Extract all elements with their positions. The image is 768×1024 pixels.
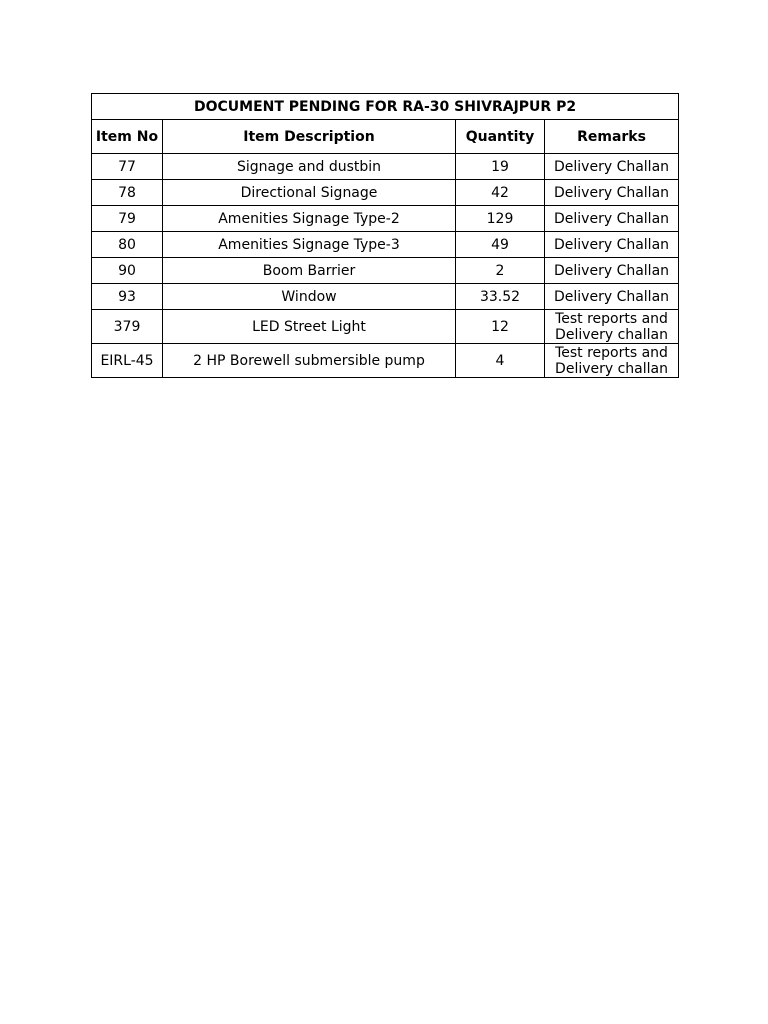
cell-item-no: EIRL-45	[92, 344, 163, 378]
cell-item-no: 379	[92, 310, 163, 344]
header-remarks: Remarks	[545, 120, 679, 154]
cell-item-no: 77	[92, 154, 163, 180]
cell-description: Signage and dustbin	[163, 154, 456, 180]
table-title: DOCUMENT PENDING FOR RA-30 SHIVRAJPUR P2	[92, 94, 679, 120]
cell-remarks: Delivery Challan	[545, 232, 679, 258]
table-row	[92, 206, 679, 232]
cell-remarks: Delivery Challan	[545, 180, 679, 206]
cell-quantity: 19	[456, 154, 545, 180]
cell-remarks: Delivery Challan	[545, 154, 679, 180]
table-row	[92, 180, 679, 206]
cell-item-no: 93	[92, 284, 163, 310]
table-row	[92, 232, 679, 258]
cell-quantity: 12	[456, 310, 545, 344]
cell-remarks: Test reports and Delivery challan	[545, 310, 679, 344]
document-pending-table	[91, 93, 679, 378]
header-item-description: Item Description	[163, 120, 456, 154]
cell-description: Directional Signage	[163, 180, 456, 206]
table-row	[92, 154, 679, 180]
cell-item-no: 79	[92, 206, 163, 232]
cell-quantity: 42	[456, 180, 545, 206]
table-header-row	[92, 120, 679, 154]
cell-item-no: 78	[92, 180, 163, 206]
cell-remarks: Delivery Challan	[545, 206, 679, 232]
table-row	[92, 258, 679, 284]
table-title-row	[92, 94, 679, 120]
cell-item-no: 90	[92, 258, 163, 284]
cell-description: LED Street Light	[163, 310, 456, 344]
table-row	[92, 344, 679, 378]
cell-quantity: 33.52	[456, 284, 545, 310]
cell-remarks: Test reports and Delivery challan	[545, 344, 679, 378]
table-row	[92, 310, 679, 344]
cell-quantity: 2	[456, 258, 545, 284]
header-quantity: Quantity	[456, 120, 545, 154]
cell-description: Amenities Signage Type-3	[163, 232, 456, 258]
cell-description: Amenities Signage Type-2	[163, 206, 456, 232]
cell-quantity: 129	[456, 206, 545, 232]
table-row	[92, 284, 679, 310]
cell-item-no: 80	[92, 232, 163, 258]
cell-description: Window	[163, 284, 456, 310]
cell-quantity: 49	[456, 232, 545, 258]
cell-description: Boom Barrier	[163, 258, 456, 284]
cell-remarks: Delivery Challan	[545, 284, 679, 310]
cell-quantity: 4	[456, 344, 545, 378]
header-item-no: Item No	[92, 120, 163, 154]
cell-description: 2 HP Borewell submersible pump	[163, 344, 456, 378]
cell-remarks: Delivery Challan	[545, 258, 679, 284]
